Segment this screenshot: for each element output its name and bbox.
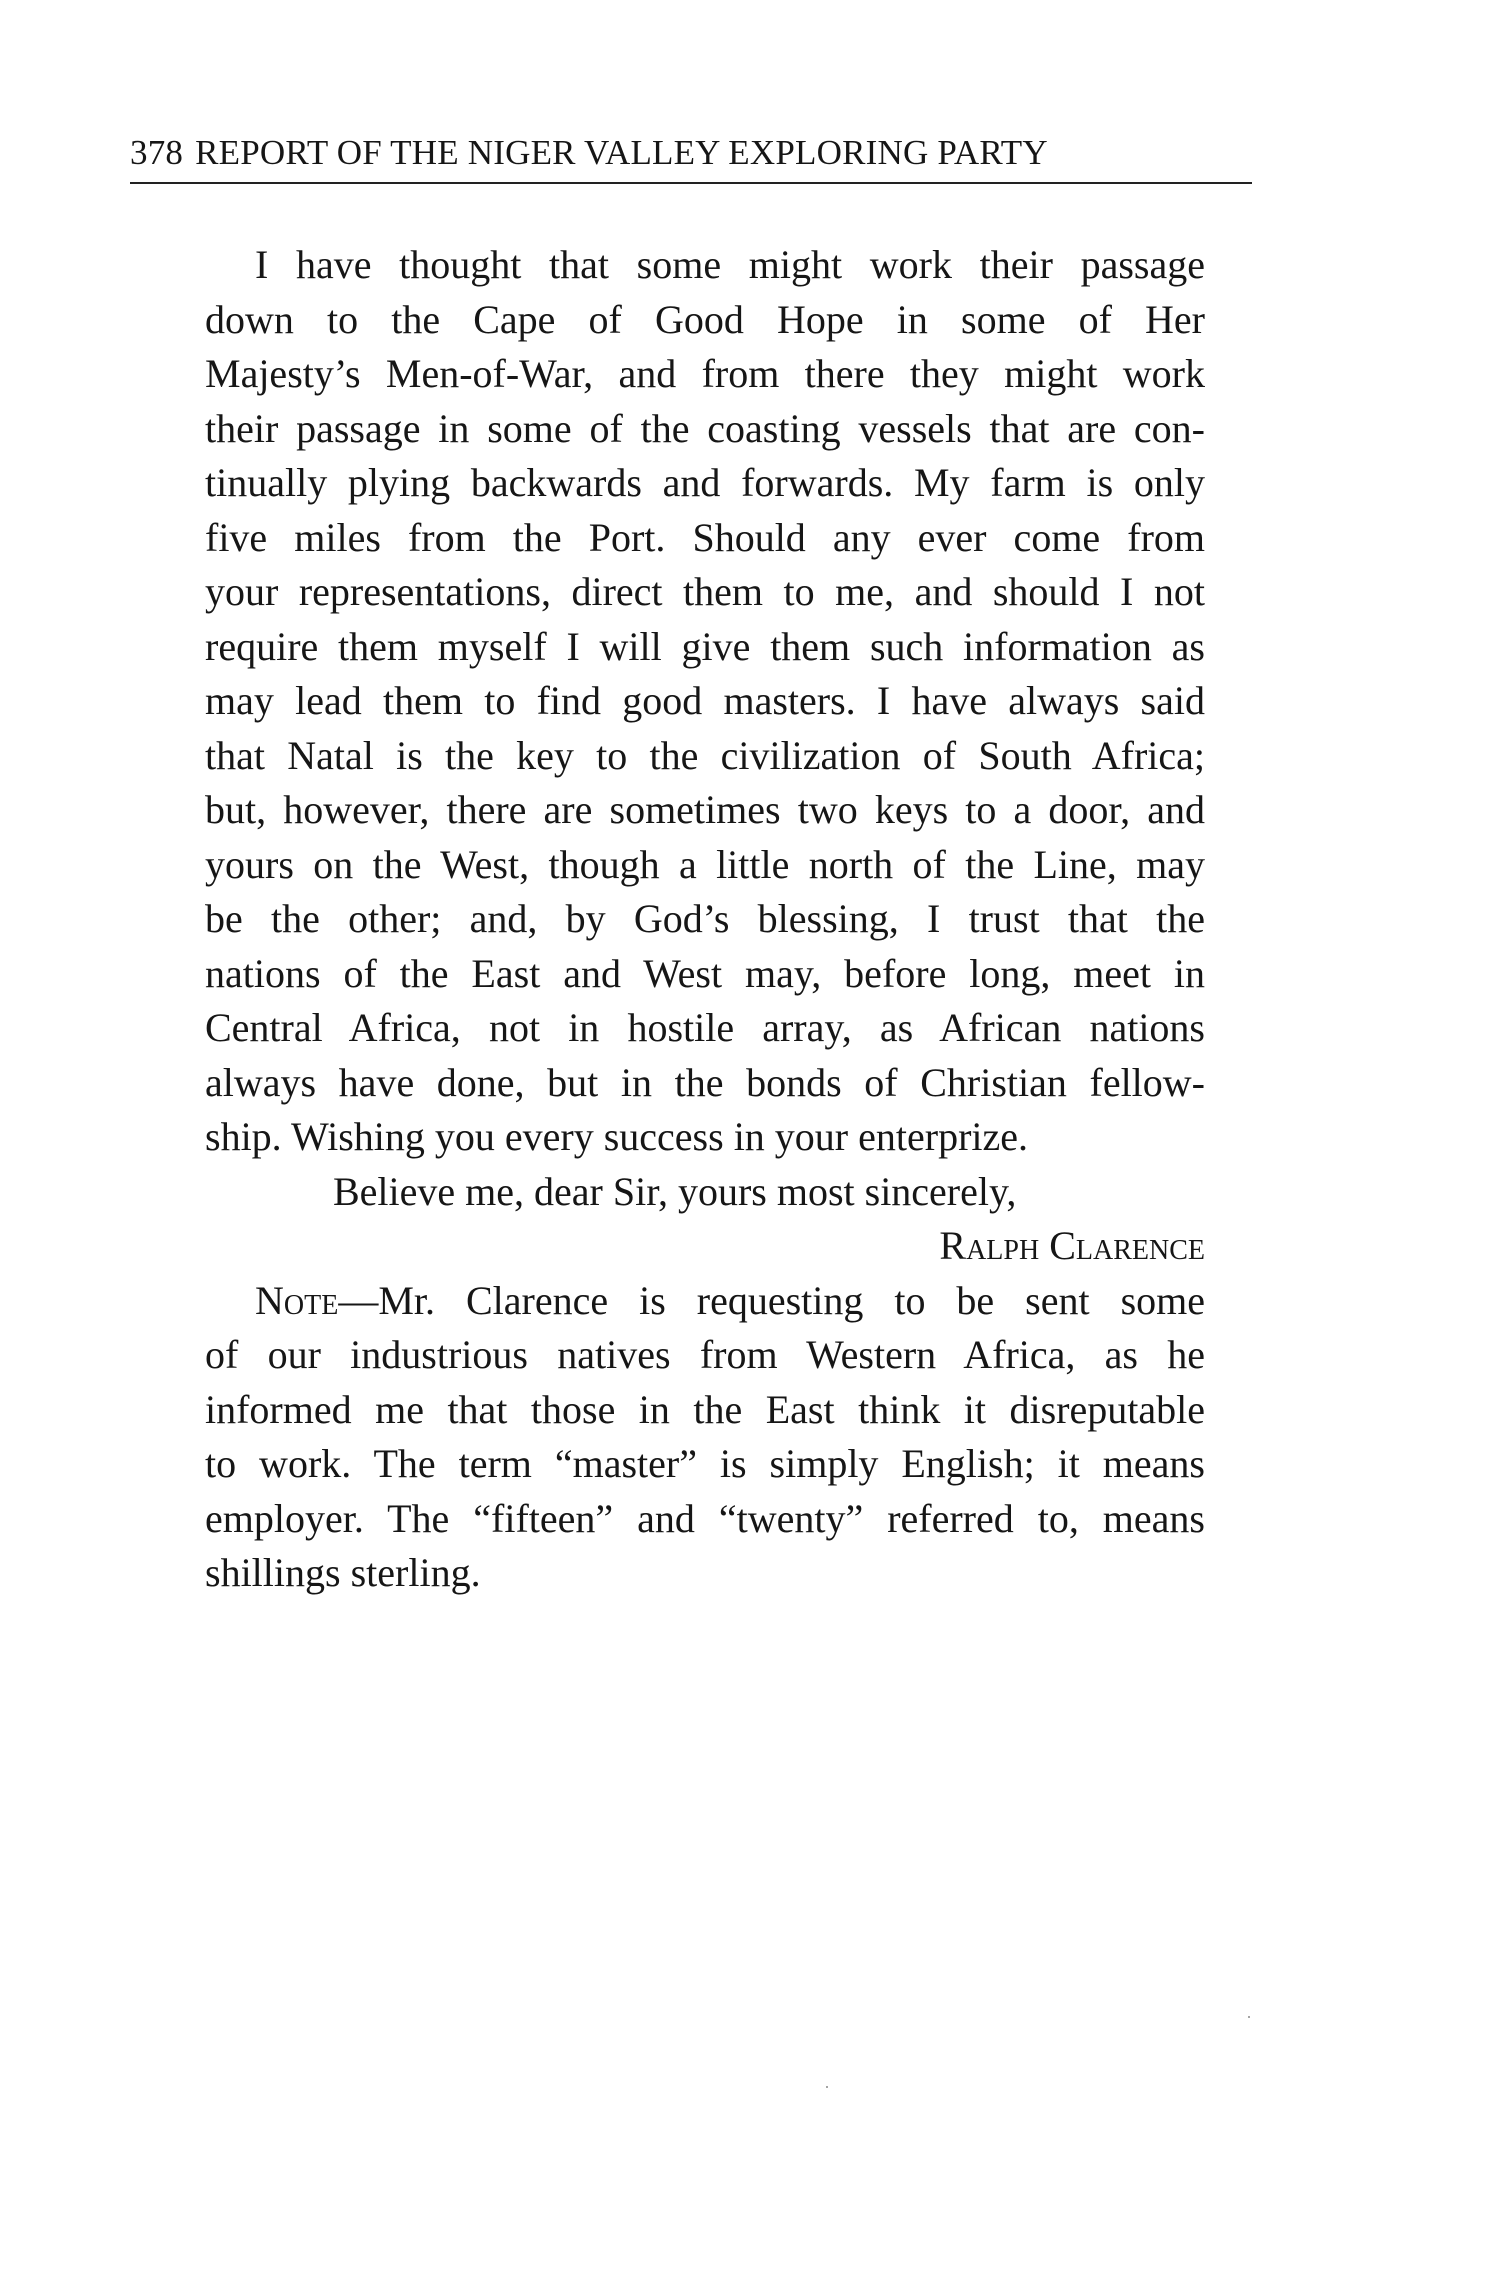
header-rule	[130, 182, 1252, 184]
text-line: ship. Wishing you every success in your enterprize.	[205, 1114, 1029, 1159]
text-line: nations of the East and West may, before long, meet in	[205, 950, 1205, 996]
text-line: their passage in some of the coasting vessels that are con-	[205, 405, 1205, 451]
text-line: tinually plying backwards and forwards. My farm is only	[205, 460, 1205, 505]
text-line: shillings sterling.	[205, 1550, 481, 1595]
scan-speck	[826, 2086, 828, 2088]
note-first-line	[205, 1274, 1205, 1329]
running-head	[130, 128, 1252, 178]
text-line: Central Africa, not in hostile array, as African nations	[205, 1005, 1205, 1050]
text-line: always have done, but in the bonds of Christian fellow-	[205, 1059, 1205, 1105]
letter-closing: Believe me, dear Sir, yours most sincerely,	[333, 1168, 1017, 1214]
text-line: employer. The “fifteen” and “twenty” referred to, means	[205, 1495, 1205, 1541]
text-line: five miles from the Port. Should any ever come from	[205, 514, 1205, 560]
note-label: Note	[255, 1277, 339, 1323]
text-line: down to the Cape of Good Hope in some of Her	[205, 296, 1205, 342]
text-line: but, however, there are sometimes two keys to a door, and	[205, 787, 1205, 832]
body-text	[205, 238, 1205, 1601]
text-line: of our industrious natives from Western Africa, as he	[205, 1332, 1205, 1377]
text-line: require them myself I will give them such information as	[205, 623, 1205, 669]
text-line: to work. The term “master” is simply English; it means	[205, 1441, 1205, 1486]
scan-speck	[1248, 2016, 1250, 2018]
text-line: yours on the West, though a little north of the Line, may	[205, 841, 1205, 887]
note-text: —Mr. Clarence is requesting to be sent some	[338, 1277, 1205, 1323]
text-line: that Natal is the key to the civilization of South Africa;	[205, 732, 1205, 778]
page-number: 378	[130, 133, 184, 172]
text-line: informed me that those in the East think it disreputable	[205, 1386, 1205, 1432]
editor-note	[205, 1274, 1205, 1601]
text-line: be the other; and, by God’s blessing, I trust that the	[205, 896, 1205, 941]
text-line: your representations, direct them to me, and should I not	[205, 569, 1205, 614]
text-line: may lead them to find good masters. I have always said	[205, 678, 1205, 723]
letter-body	[205, 238, 1205, 1274]
text-line: Majesty’s Men-of-War, and from there they might work	[205, 351, 1205, 396]
running-title: REPORT OF THE NIGER VALLEY EXPLORING PARTY	[195, 133, 1048, 172]
letter-signature: Ralph Clarence	[939, 1223, 1205, 1268]
text-line: I have thought that some might work their passage	[255, 242, 1205, 287]
